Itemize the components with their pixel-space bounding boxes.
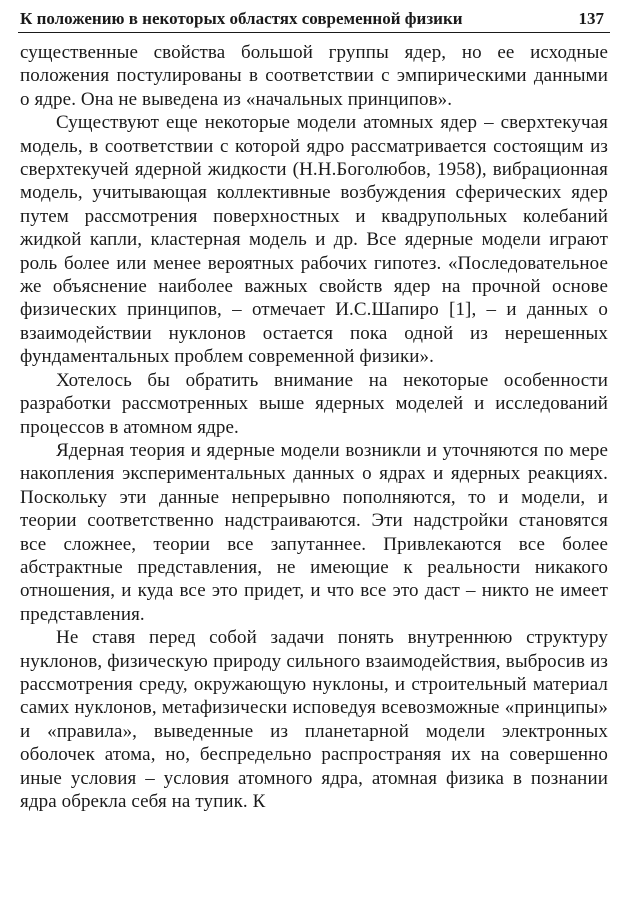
running-title: К положению в некоторых областях современной физики <box>20 9 463 28</box>
paragraph: Ядерная теория и ядерные модели возникли и уточняются по мере накопления экспериментальных данных о ядрах и ядерных реакциях. Поскольку эти данные непрерывно пополняются, то и модели, и теории соответственно надстраиваются. Эти надстройки становятся все сложнее, теории все запутаннее. Привлекаются все более абстрактные представления, не имеющие к реальности никакого отношения, и куда все это придет, и что все это даст – никто не имеет представления. <box>20 439 608 625</box>
paragraph-continuation: существенные свойства большой группы ядер, но ее исходные положения постулированы в соответствии с эмпирическими данными о ядре. Она не выведена из «начальных принципов». <box>20 42 608 110</box>
book-page <box>18 8 610 813</box>
paragraph: Существуют еще некоторые модели атомных ядер – сверхтекучая модель, в соответствии с которой ядро рассматривается состоящим из сверхтекучей ядерной жидкости (Н.Н.Боголюбов, 1958), вибрационная модель, учитывающая коллективные возбуждения сферических ядер путем рассмотрения поверхностных и квадрупольных колебаний жидкой капли, кластерная модель и др. Все ядерные модели играют роль более или менее вероятных рабочих гипотез. «Последовательное же объяснение наиболее важных свойств ядер на прочной основе физических принципов, – отмечает И.С.Шапиро [1], – и данных о взаимодействии нуклонов остается пока одной из нерешенных фундаментальных проблем современной физики». <box>20 112 608 368</box>
body-text <box>18 41 610 813</box>
page-number: 137 <box>578 9 604 28</box>
paragraph: Не ставя перед собой задачи понять внутреннюю структуру нуклонов, физическую природу сильного взаимодействия, выбросив из рассмотрения среду, окружающую нуклоны, и строительный материал самих нуклонов, метафизически исповедуя всевозможные «принципы» и «правила», выведенные из планетарной модели электронных оболочек атома, но, беспредельно распространяя их на совершенно иные условия – условия атомного ядра, атомная физика в познании ядра обрекла себя на тупик. К <box>20 627 608 812</box>
running-header <box>18 8 610 33</box>
paragraph: Хотелось бы обратить внимание на некоторые особенности разработки рассмотренных выше ядерных моделей и исследований процессов в атомном ядре. <box>20 369 608 438</box>
